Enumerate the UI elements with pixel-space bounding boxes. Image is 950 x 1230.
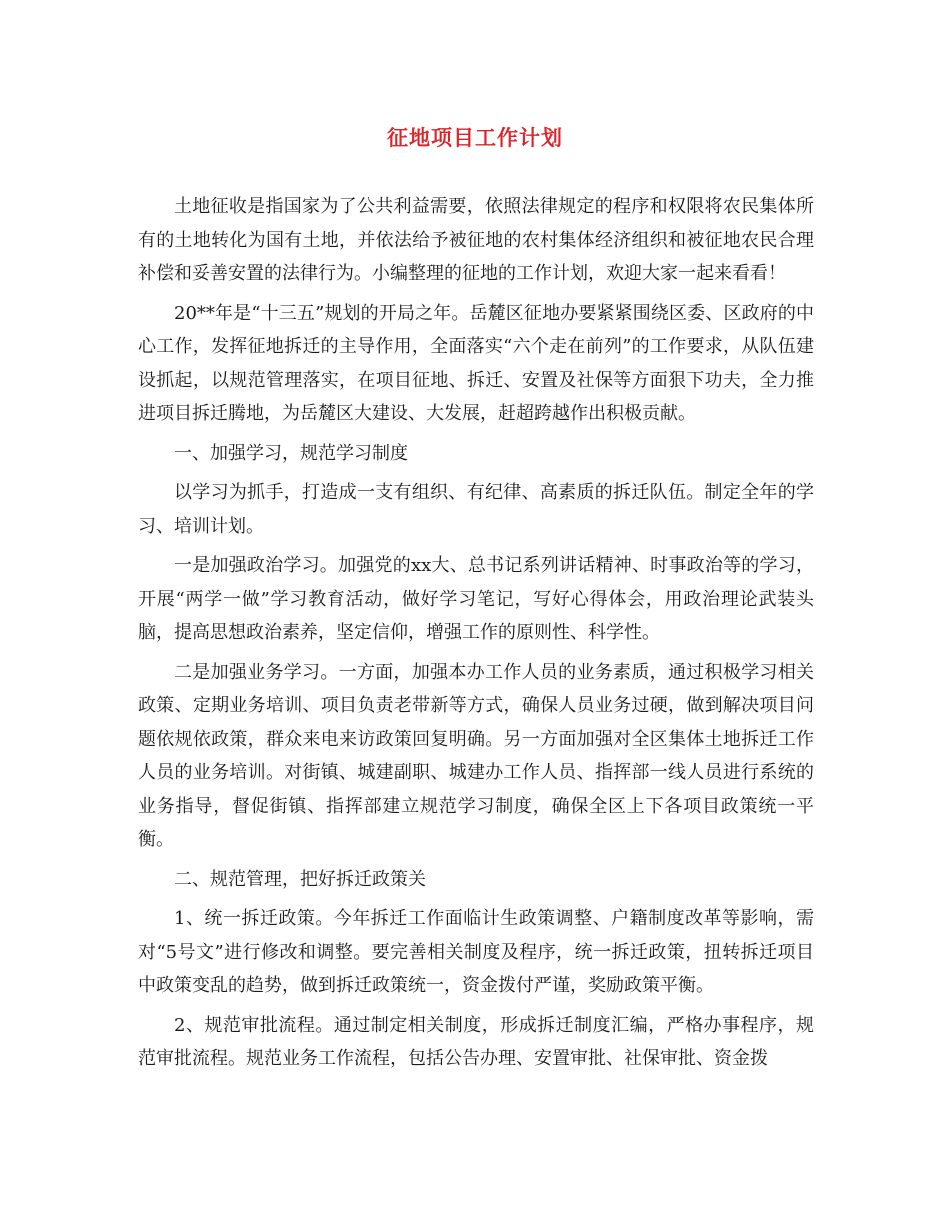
paragraph-overview: 20**年是“十三五”规划的开局之年。岳麓区征地办要紧紧围绕区委、区政府的中心工作，发挥征地拆迁的主导作用，全面落实“六个走在前列”的工作要求，从队伍建设抓起，以规范管理落实，在项目征地、拆迁、安置及社保等方面狠下功夫，全力推进项目拆迁腾地，为岳麓区大建设、大发展，赶超跨越作出积极贡献。 [138, 302, 814, 424]
document-title: 征地项目工作计划 [387, 125, 563, 150]
paragraph-political-study: 一是加强政治学习。加强党的xx大、总书记系列讲话精神、时事政治等的学习，开展“两学一做”学习教育活动，做好学习笔记，写好心得体会，用政治理论武装头脑，提高思想政治素养，坚定信仰，增强工作的原则性、科学性。 [138, 555, 814, 643]
paragraph-approval-process: 2、规范审批流程。通过制定相关制度，形成拆迁制度汇编，严格办事程序，规范审批流程。规范业务工作流程，包括公告办理、安置审批、社保审批、资金拨 [138, 1014, 814, 1069]
section-heading-2: 二、规范管理，把好拆迁政策关 [174, 868, 426, 890]
paragraph-unify-policy: 1、统一拆迁政策。今年拆迁工作面临计生政策调整、户籍制度改革等影响，需对“5号文”进行修改和调整。要完善相关制度及程序，统一拆迁政策，扭转拆迁项目中政策变乱的趋势，做到拆迁政策统一，资金拨付严谨，奖励政策平衡。 [138, 908, 814, 996]
paragraph-learning: 以学习为抓手，打造成一支有组织、有纪律、高素质的拆迁队伍。制定全年的学习、培训计划。 [138, 482, 814, 537]
paragraph-business-study: 二是加强业务学习。一方面，加强本办工作人员的业务素质，通过积极学习相关政策、定期业务培训、项目负责老带新等方式，确保人员业务过硬，做到解决项目问题依规依政策，群众来电来访政策回复明确。另一方面加强对全区集体土地拆迁工作人员的业务培训。对街镇、城建副职、城建办工作人员、指挥部一线人员进行系统的业务指导，督促街镇、指挥部建立规范学习制度，确保全区上下各项目政策统一平衡。 [138, 661, 814, 850]
document-body [138, 190, 814, 1082]
section-heading-1: 一、加强学习，规范学习制度 [174, 442, 408, 464]
paragraph-intro: 土地征收是指国家为了公共利益需要，依照法律规定的程序和权限将农民集体所有的土地转化为国有土地，并依法给予被征地的农村集体经济组织和被征地农民合理补偿和妥善安置的法律行为。小编整理的征地的工作计划，欢迎大家一起来看看！ [138, 196, 814, 284]
